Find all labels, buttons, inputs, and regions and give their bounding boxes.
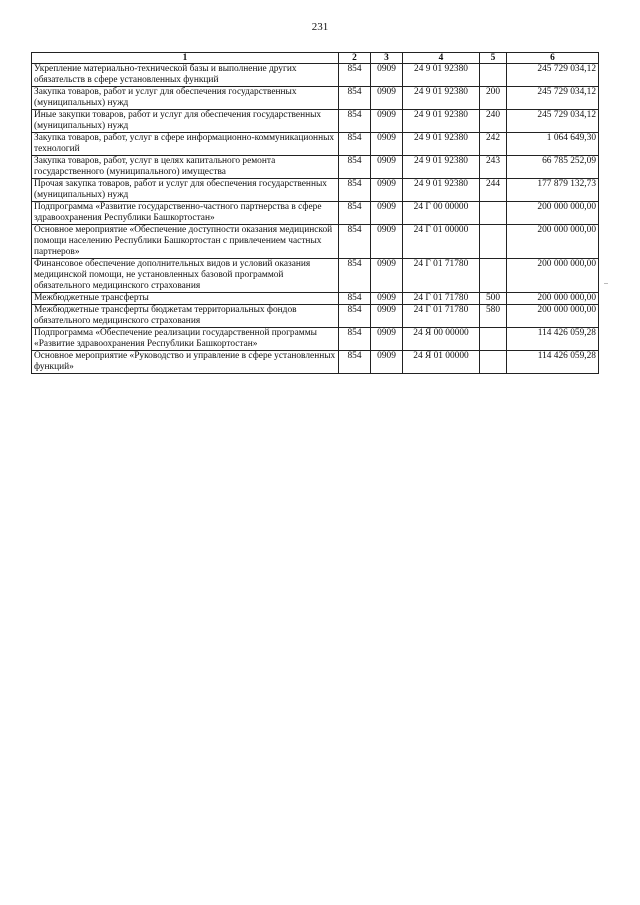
- table-row: [32, 64, 599, 87]
- header-row: [32, 53, 599, 64]
- table-row: [32, 156, 599, 179]
- budget-item-name: Прочая закупка товаров, работ и услуг для обеспечения государственных (муниципальных) нужд: [32, 179, 339, 202]
- budget-item-name: Основное мероприятие «Обеспечение доступности оказания медицинской помощи населению Республики Башкортостан с привлечением частных партнеров»: [32, 225, 339, 259]
- target-article-code: 24 Г 00 00000: [403, 202, 480, 225]
- amount: 200 000 000,00: [507, 259, 599, 293]
- section-code: 0909: [371, 351, 403, 374]
- department-code: 854: [339, 259, 371, 293]
- table-row: [32, 351, 599, 374]
- expense-type-code: 240: [480, 110, 507, 133]
- target-article-code: 24 9 01 92380: [403, 179, 480, 202]
- department-code: 854: [339, 133, 371, 156]
- section-code: 0909: [371, 225, 403, 259]
- column-header-5: 5: [480, 53, 507, 64]
- amount: 114 426 059,28: [507, 351, 599, 374]
- target-article-code: 24 9 01 92380: [403, 133, 480, 156]
- department-code: 854: [339, 225, 371, 259]
- table-row: [32, 133, 599, 156]
- budget-item-name: Межбюджетные трансферты: [32, 293, 339, 305]
- table-row: [32, 87, 599, 110]
- budget-item-name: Подпрограмма «Обеспечение реализации государственной программы «Развитие здравоохранения Республики Башкортостан»: [32, 328, 339, 351]
- budget-item-name: Укрепление материально-технической базы и выполнение других обязательств в сфере установленных функций: [32, 64, 339, 87]
- target-article-code: 24 Г 01 71780: [403, 305, 480, 328]
- column-header-2: 2: [339, 53, 371, 64]
- section-code: 0909: [371, 179, 403, 202]
- budget-item-name: Закупка товаров, работ и услуг для обеспечения государственных (муниципальных) нужд: [32, 87, 339, 110]
- department-code: 854: [339, 179, 371, 202]
- expense-type-code: 500: [480, 293, 507, 305]
- amount: 245 729 034,12: [507, 110, 599, 133]
- column-header-1: 1: [32, 53, 339, 64]
- expense-type-code: 580: [480, 305, 507, 328]
- department-code: 854: [339, 351, 371, 374]
- budget-item-name: Закупка товаров, работ, услуг в сфере информационно-коммуникационных технологий: [32, 133, 339, 156]
- amount: 66 785 252,09: [507, 156, 599, 179]
- column-header-6: 6: [507, 53, 599, 64]
- target-article-code: 24 9 01 92380: [403, 110, 480, 133]
- department-code: 854: [339, 110, 371, 133]
- table-row: [32, 202, 599, 225]
- expense-type-code: 243: [480, 156, 507, 179]
- amount: 200 000 000,00: [507, 293, 599, 305]
- table-row: [32, 305, 599, 328]
- budget-item-name: Финансовое обеспечение дополнительных видов и условий оказания медицинской помощи, не установленных базовой программой обязательного медицинского страхования: [32, 259, 339, 293]
- expense-type-code: 242: [480, 133, 507, 156]
- table-row: [32, 328, 599, 351]
- expense-type-code: 200: [480, 87, 507, 110]
- budget-item-name: Подпрограмма «Развитие государственно-частного партнерства в сфере здравоохранения Республики Башкортостан»: [32, 202, 339, 225]
- table-row: [32, 225, 599, 259]
- table-row: [32, 179, 599, 202]
- budget-item-name: Межбюджетные трансферты бюджетам территориальных фондов обязательного медицинского страхования: [32, 305, 339, 328]
- table-row: [32, 293, 599, 305]
- expense-type-code: 244: [480, 179, 507, 202]
- section-code: 0909: [371, 110, 403, 133]
- amount: 245 729 034,12: [507, 64, 599, 87]
- section-code: 0909: [371, 87, 403, 110]
- amount: 200 000 000,00: [507, 305, 599, 328]
- target-article-code: 24 9 01 92380: [403, 64, 480, 87]
- amount: 200 000 000,00: [507, 202, 599, 225]
- target-article-code: 24 9 01 92380: [403, 156, 480, 179]
- budget-item-name: Иные закупки товаров, работ и услуг для обеспечения государственных (муниципальных) нужд: [32, 110, 339, 133]
- column-header-3: 3: [371, 53, 403, 64]
- section-code: 0909: [371, 64, 403, 87]
- department-code: 854: [339, 87, 371, 110]
- department-code: 854: [339, 64, 371, 87]
- section-code: 0909: [371, 202, 403, 225]
- amount: 177 879 132,73: [507, 179, 599, 202]
- section-code: 0909: [371, 259, 403, 293]
- amount: 114 426 059,28: [507, 328, 599, 351]
- department-code: 854: [339, 305, 371, 328]
- budget-item-name: Закупка товаров, работ, услуг в целях капитального ремонта государственного (муниципального) имущества: [32, 156, 339, 179]
- table-row: [32, 110, 599, 133]
- section-code: 0909: [371, 293, 403, 305]
- amount: 245 729 034,12: [507, 87, 599, 110]
- budget-table: [31, 52, 599, 374]
- section-code: 0909: [371, 328, 403, 351]
- amount: 1 064 649,30: [507, 133, 599, 156]
- target-article-code: 24 9 01 92380: [403, 87, 480, 110]
- expense-type-code: [480, 225, 507, 259]
- page-number: 231: [311, 21, 329, 33]
- department-code: 854: [339, 202, 371, 225]
- budget-item-name: Основное мероприятие «Руководство и управление в сфере установленных функций»: [32, 351, 339, 374]
- expense-type-code: [480, 328, 507, 351]
- section-code: 0909: [371, 133, 403, 156]
- table-row: [32, 259, 599, 293]
- target-article-code: 24 Г 01 71780: [403, 259, 480, 293]
- target-article-code: 24 Г 01 71780: [403, 293, 480, 305]
- section-code: 0909: [371, 156, 403, 179]
- target-article-code: 24 Я 01 00000: [403, 351, 480, 374]
- target-article-code: 24 Я 00 00000: [403, 328, 480, 351]
- department-code: 854: [339, 328, 371, 351]
- amount: 200 000 000,00: [507, 225, 599, 259]
- expense-type-code: [480, 64, 507, 87]
- target-article-code: 24 Г 01 00000: [403, 225, 480, 259]
- column-header-4: 4: [403, 53, 480, 64]
- expense-type-code: [480, 259, 507, 293]
- margin-mark: [604, 283, 608, 284]
- expense-type-code: [480, 351, 507, 374]
- section-code: 0909: [371, 305, 403, 328]
- department-code: 854: [339, 156, 371, 179]
- expense-type-code: [480, 202, 507, 225]
- department-code: 854: [339, 293, 371, 305]
